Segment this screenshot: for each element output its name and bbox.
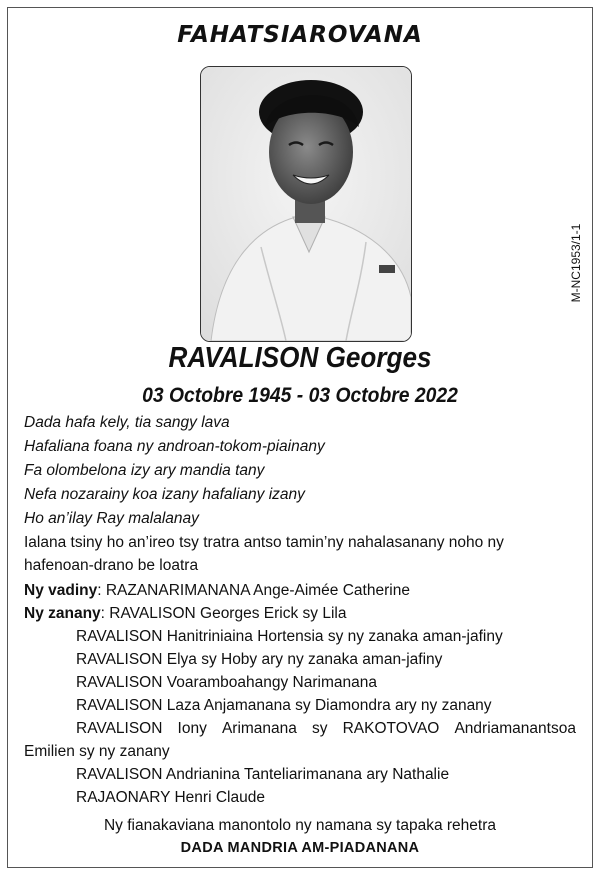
child-entry: RAVALISON Hanitriniaina Hortensia sy ny zanaka aman-jafiny bbox=[76, 628, 503, 645]
word: RAKOTOVAO bbox=[342, 720, 440, 737]
poem-line: Fa olombelona izy ary mandia tany bbox=[24, 462, 265, 479]
child-entry: RAVALISON Elya sy Hoby ary ny zanaka aman-jafiny bbox=[76, 651, 443, 668]
word: RAVALISON bbox=[76, 720, 163, 737]
poem-line: Ho an’ilay Ray malalanay bbox=[24, 510, 199, 527]
children-first: : RAVALISON Georges Erick sy Lila bbox=[100, 605, 347, 622]
child-entry: RAVALISON Voaramboahangy Narimanana bbox=[76, 674, 377, 691]
poem-line: Nefa nozarainy koa izany hafaliany izany bbox=[24, 486, 305, 503]
reference-code bbox=[567, 198, 585, 328]
spouse-value: : RAZANARIMANANA Ange-Aimée Catherine bbox=[97, 582, 410, 599]
child-entry-justified bbox=[76, 720, 576, 738]
child-entry-continuation: Emilien sy ny zanany bbox=[24, 743, 170, 760]
life-dates: 03 Octobre 1945 - 03 Octobre 2022 bbox=[142, 384, 458, 407]
word: Andriamanantsoa bbox=[454, 720, 576, 737]
word: sy bbox=[312, 720, 328, 737]
reference-code-text: M-NC1953/1-1 bbox=[569, 223, 583, 303]
closing-line: Ny fianakaviana manontolo ny namana sy tapaka rehetra bbox=[103, 817, 497, 834]
child-entry: RAVALISON Andrianina Tanteliarimanana ary Nathalie bbox=[76, 766, 450, 783]
children-label: Ny zanany bbox=[24, 605, 101, 622]
portrait-icon bbox=[201, 67, 411, 341]
word: Iony bbox=[177, 720, 207, 737]
final-line: DADA MANDRIA AM-PIADANANA bbox=[180, 840, 420, 856]
child-entry: RAJAONARY Henri Claude bbox=[76, 789, 265, 806]
poem-line: Dada hafa kely, tia sangy lava bbox=[24, 414, 230, 431]
spouse-line bbox=[24, 582, 410, 600]
child-entry: RAVALISON Laza Anjamanana sy Diamondra ary ny zanany bbox=[76, 697, 492, 714]
spouse-label: Ny vadiny bbox=[24, 582, 98, 599]
poem-line: Hafaliana foana ny androan-tokom-piainany bbox=[24, 438, 325, 455]
intro-line: Ialana tsiny ho an’ireo tsy tratra antso tamin’ny nahalasanany noho ny bbox=[24, 534, 504, 551]
intro-line: hafenoan-drano be loatra bbox=[24, 557, 199, 574]
page-title: FAHATSIAROVANA bbox=[177, 22, 423, 48]
word: Arimanana bbox=[221, 720, 297, 737]
portrait-photo bbox=[200, 66, 412, 342]
deceased-name: RAVALISON Georges bbox=[168, 342, 432, 374]
children-line bbox=[24, 605, 346, 623]
